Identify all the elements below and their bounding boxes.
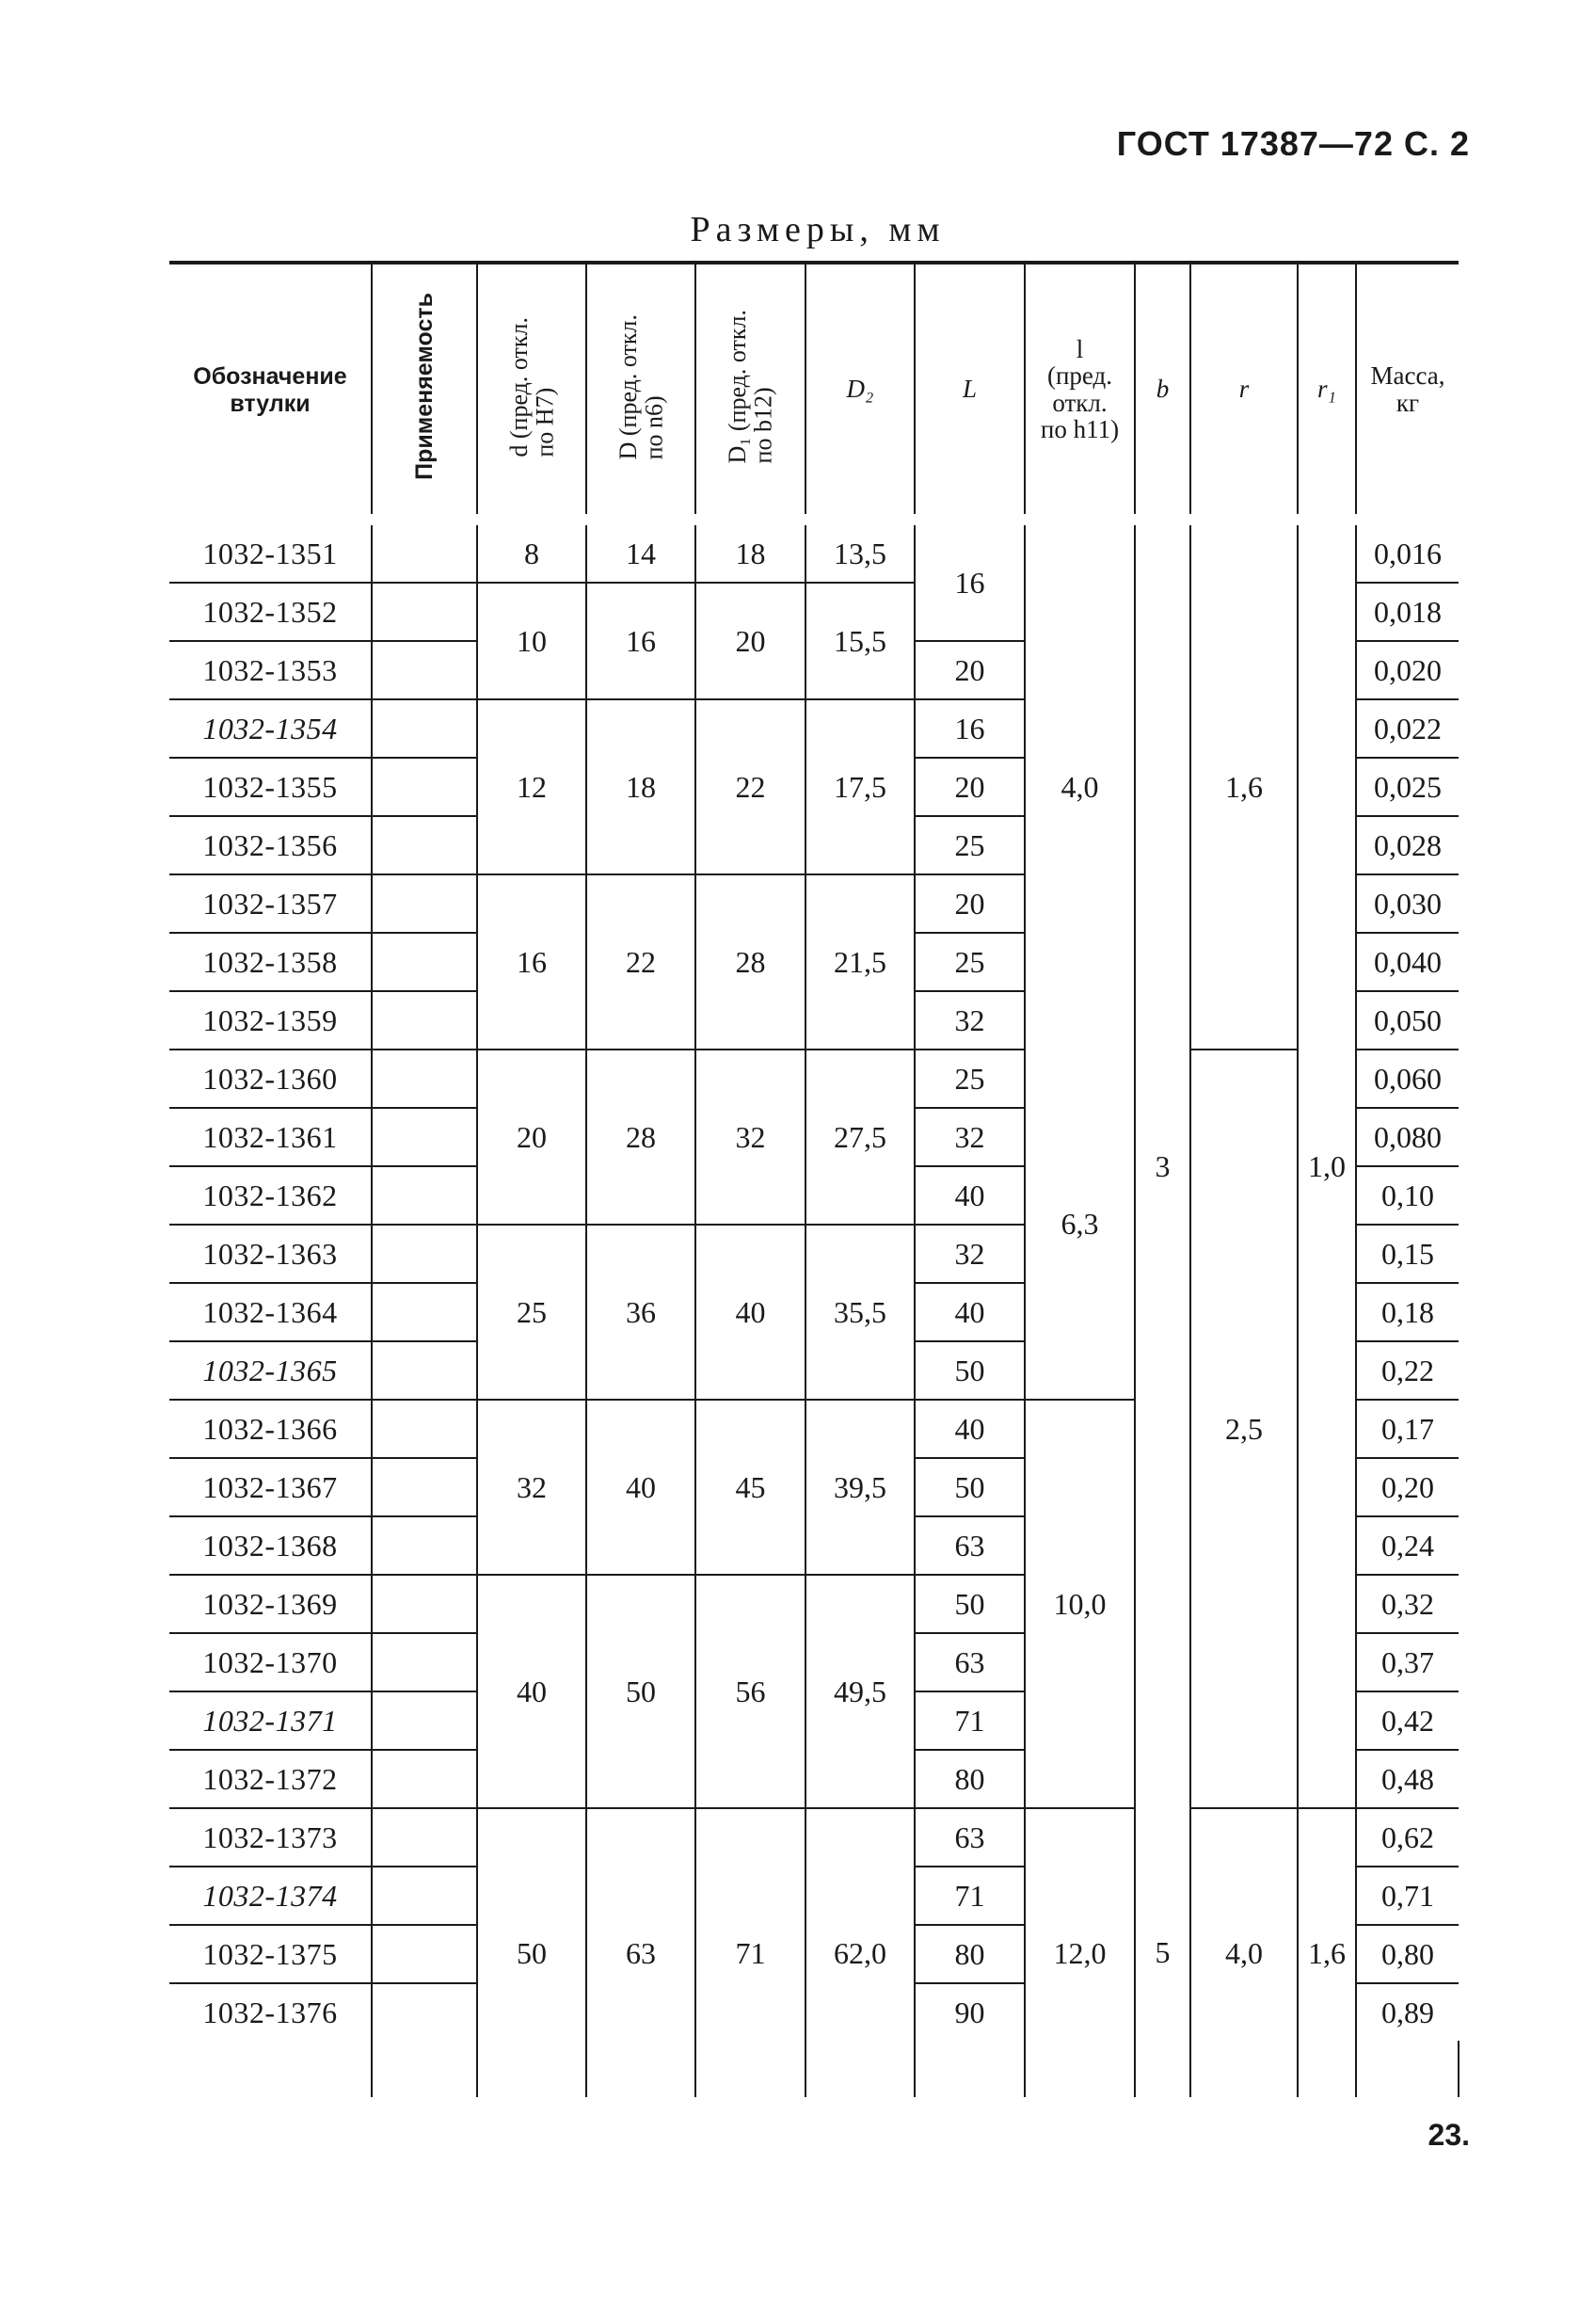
row-mass: 0,050: [1356, 991, 1459, 1050]
row-name: 1032-1362: [169, 1166, 372, 1225]
col-header-r: [1190, 263, 1298, 520]
cell-L: 50: [915, 1575, 1025, 1633]
cell-d: 8: [477, 520, 586, 583]
cell-d: 25: [477, 1225, 586, 1400]
cell-D: 40: [586, 1400, 695, 1575]
row-name: 1032-1358: [169, 933, 372, 991]
cell-D1: 18: [695, 520, 805, 583]
row-mass: 0,37: [1356, 1633, 1459, 1691]
cell-b: 5: [1135, 1808, 1190, 2097]
cell-L: 40: [915, 1166, 1025, 1225]
col-header-L-text: L: [962, 375, 978, 404]
cell-L: 50: [915, 1458, 1025, 1516]
row-mass: 0,080: [1356, 1108, 1459, 1166]
row-mass: 0,71: [1356, 1867, 1459, 1925]
row-mass: 0,24: [1356, 1516, 1459, 1575]
page-number: 23.: [1427, 2118, 1470, 2152]
cell-l: 12,0: [1025, 1808, 1135, 2097]
row-applicability: [372, 933, 477, 991]
row-mass: 0,17: [1356, 1400, 1459, 1458]
col-header-D-text: D (пред. откл. по n6): [614, 313, 667, 460]
row-name: 1032-1370: [169, 1633, 372, 1691]
cell-D: 36: [586, 1225, 695, 1400]
cell-L: 40: [915, 1283, 1025, 1341]
col-header-D: [586, 263, 695, 520]
row-applicability: [372, 1983, 477, 2041]
cell-L: 63: [915, 1808, 1025, 1867]
table-row: [169, 520, 1459, 583]
row-applicability: [372, 699, 477, 758]
cell-D: 16: [586, 583, 695, 699]
row-applicability: [372, 1516, 477, 1575]
cell-L: 71: [915, 1691, 1025, 1750]
cell-D2: 35,5: [805, 1225, 915, 1400]
cell-D: 22: [586, 874, 695, 1050]
row-mass: 0,060: [1356, 1050, 1459, 1108]
col-header-D2: [805, 263, 915, 520]
document-header: ГОСТ 17387—72 С. 2: [1116, 124, 1470, 163]
cell-L: 90: [915, 1983, 1025, 2041]
row-name: 1032-1356: [169, 816, 372, 874]
col-header-b-text: b: [1156, 375, 1170, 404]
row-applicability: [372, 1400, 477, 1458]
row-mass: 0,025: [1356, 758, 1459, 816]
row-name: 1032-1375: [169, 1925, 372, 1983]
cell-D2: 17,5: [805, 699, 915, 874]
row-applicability: [372, 758, 477, 816]
table-header-row: [169, 263, 1459, 520]
row-mass: 0,018: [1356, 583, 1459, 641]
cell-l: 10,0: [1025, 1400, 1135, 1808]
table-row: [169, 1050, 1459, 1108]
row-mass: 0,028: [1356, 816, 1459, 874]
cell-D1: 71: [695, 1808, 805, 2097]
row-applicability: [372, 1108, 477, 1166]
cell-L: 16: [915, 699, 1025, 758]
row-mass: 0,040: [1356, 933, 1459, 991]
col-header-D1: [695, 263, 805, 520]
row-applicability: [372, 991, 477, 1050]
table-row: [169, 1808, 1459, 1867]
row-applicability: [372, 816, 477, 874]
cell-d: 32: [477, 1400, 586, 1575]
row-name: 1032-1351: [169, 520, 372, 583]
cell-D: 28: [586, 1050, 695, 1225]
cell-D: 18: [586, 699, 695, 874]
cell-L: 25: [915, 1050, 1025, 1108]
row-name: 1032-1360: [169, 1050, 372, 1108]
col-header-r1: [1298, 263, 1356, 520]
row-mass: 0,030: [1356, 874, 1459, 933]
col-header-l: [1025, 263, 1135, 520]
cell-L: 80: [915, 1750, 1025, 1808]
sizes-table: [169, 261, 1459, 2097]
cell-L: 32: [915, 1225, 1025, 1283]
row-name: 1032-1357: [169, 874, 372, 933]
cell-D2: 39,5: [805, 1400, 915, 1575]
row-mass: 0,016: [1356, 520, 1459, 583]
row-applicability: [372, 1458, 477, 1516]
row-name: 1032-1361: [169, 1108, 372, 1166]
col-header-applicability-text: Применяемость: [410, 293, 438, 481]
cell-l: 4,0: [1025, 520, 1135, 1050]
row-applicability: [372, 1867, 477, 1925]
row-applicability: [372, 874, 477, 933]
row-mass: 0,10: [1356, 1166, 1459, 1225]
col-header-d: [477, 263, 586, 520]
row-name: 1032-1365: [169, 1341, 372, 1400]
cell-D: 63: [586, 1808, 695, 2097]
cell-L: 25: [915, 933, 1025, 991]
col-header-name: [169, 263, 372, 520]
row-applicability: [372, 1283, 477, 1341]
cell-D1: 32: [695, 1050, 805, 1225]
col-header-d-text: d (пред. откл. по H7): [504, 316, 558, 457]
cell-D1: 56: [695, 1575, 805, 1808]
cell-L: 32: [915, 991, 1025, 1050]
col-header-L: [915, 263, 1025, 520]
cell-r1: 1,0: [1298, 520, 1356, 1808]
cell-D2: 21,5: [805, 874, 915, 1050]
row-mass: 0,15: [1356, 1225, 1459, 1283]
cell-L: 25: [915, 816, 1025, 874]
row-applicability: [372, 1633, 477, 1691]
cell-D: 50: [586, 1575, 695, 1808]
col-header-name-text: Обозначение втулки: [193, 363, 347, 417]
cell-D2: 15,5: [805, 583, 915, 699]
row-name: 1032-1372: [169, 1750, 372, 1808]
row-name: 1032-1369: [169, 1575, 372, 1633]
cell-L: 40: [915, 1400, 1025, 1458]
row-applicability: [372, 1166, 477, 1225]
cell-L: 16: [915, 520, 1025, 641]
col-header-l-text: l (пред. откл. по h11): [1040, 334, 1120, 443]
cell-l: 6,3: [1025, 1050, 1135, 1400]
row-name: 1032-1373: [169, 1808, 372, 1867]
cell-D: 14: [586, 520, 695, 583]
cell-L: 32: [915, 1108, 1025, 1166]
row-mass: 0,18: [1356, 1283, 1459, 1341]
row-applicability: [372, 641, 477, 699]
row-mass: 0,89: [1356, 1983, 1459, 2041]
col-header-b: [1135, 263, 1190, 520]
row-name: 1032-1368: [169, 1516, 372, 1575]
row-name: 1032-1376: [202, 1995, 338, 2029]
row-applicability: [372, 583, 477, 641]
col-header-D1-text: D₁ (пред. откл. по b12): [724, 310, 777, 464]
row-mass: 0,20: [1356, 1458, 1459, 1516]
cell-D2: 49,5: [805, 1575, 915, 1808]
cell-b: 3: [1135, 520, 1190, 1808]
row-mass: 0,80: [1356, 1925, 1459, 1983]
cell-L: 63: [915, 1633, 1025, 1691]
cell-r1: 1,6: [1298, 1808, 1356, 2097]
row-applicability: [372, 520, 477, 583]
cell-L: 63: [915, 1516, 1025, 1575]
row-name: 1032-1366: [169, 1400, 372, 1458]
row-name: 1032-1364: [169, 1283, 372, 1341]
row-applicability: [372, 1750, 477, 1808]
cell-D2: 27,5: [805, 1050, 915, 1225]
row-mass: 0,32: [1356, 1575, 1459, 1633]
cell-D2: 62,0: [805, 1808, 915, 2097]
row-applicability: [372, 1691, 477, 1750]
row-mass: 0,48: [1356, 1750, 1459, 1808]
cell-d: 12: [477, 699, 586, 874]
row-name: 1032-1355: [169, 758, 372, 816]
row-applicability: [372, 1925, 477, 1983]
cell-r: 1,6: [1190, 520, 1298, 1050]
row-applicability: [372, 1808, 477, 1867]
cell-r: 4,0: [1190, 1808, 1298, 2097]
cell-L: 71: [915, 1867, 1025, 1925]
cell-D1: 45: [695, 1400, 805, 1575]
col-header-applicability: [372, 263, 477, 520]
row-mass: 0,020: [1356, 641, 1459, 699]
row-name: 1032-1354: [169, 699, 372, 758]
cell-D1: 20: [695, 583, 805, 699]
cell-d: 10: [477, 583, 586, 699]
row-name: 1032-1353: [169, 641, 372, 699]
row-applicability: [372, 1225, 477, 1283]
row-mass: 0,022: [1356, 699, 1459, 758]
cell-r: 2,5: [1190, 1050, 1298, 1808]
cell-L: 80: [915, 1925, 1025, 1983]
row-name: 1032-1352: [169, 583, 372, 641]
col-header-D2-text: D₂: [846, 375, 874, 404]
cell-L: 50: [915, 1341, 1025, 1400]
cell-L: 20: [915, 641, 1025, 699]
row-name: 1032-1367: [169, 1458, 372, 1516]
row-applicability: [372, 1050, 477, 1108]
row-applicability: [372, 1341, 477, 1400]
cell-d: 40: [477, 1575, 586, 1808]
cell-d: 16: [477, 874, 586, 1050]
cell-L: 20: [915, 874, 1025, 933]
row-name: 1032-1363: [169, 1225, 372, 1283]
cell-D2: 13,5: [805, 520, 915, 583]
row-mass: 0,22: [1356, 1341, 1459, 1400]
row-name: 1032-1359: [169, 991, 372, 1050]
cell-D1: 28: [695, 874, 805, 1050]
col-header-r1-text: r₁: [1317, 375, 1336, 404]
cell-D1: 22: [695, 699, 805, 874]
cell-L: 20: [915, 758, 1025, 816]
cell-D1: 40: [695, 1225, 805, 1400]
row-name: 1032-1374: [169, 1867, 372, 1925]
row-name: 1032-1371: [169, 1691, 372, 1750]
cell-d: 20: [477, 1050, 586, 1225]
cell-d: 50: [477, 1808, 586, 2097]
col-header-r-text: r: [1238, 375, 1250, 404]
row-applicability: [372, 1575, 477, 1633]
col-header-mass: [1356, 263, 1459, 520]
col-header-mass-text: Масса, кг: [1370, 361, 1445, 417]
table-caption: Размеры, мм: [690, 210, 946, 249]
row-mass: 0,42: [1356, 1691, 1459, 1750]
row-mass: 0,62: [1356, 1808, 1459, 1867]
